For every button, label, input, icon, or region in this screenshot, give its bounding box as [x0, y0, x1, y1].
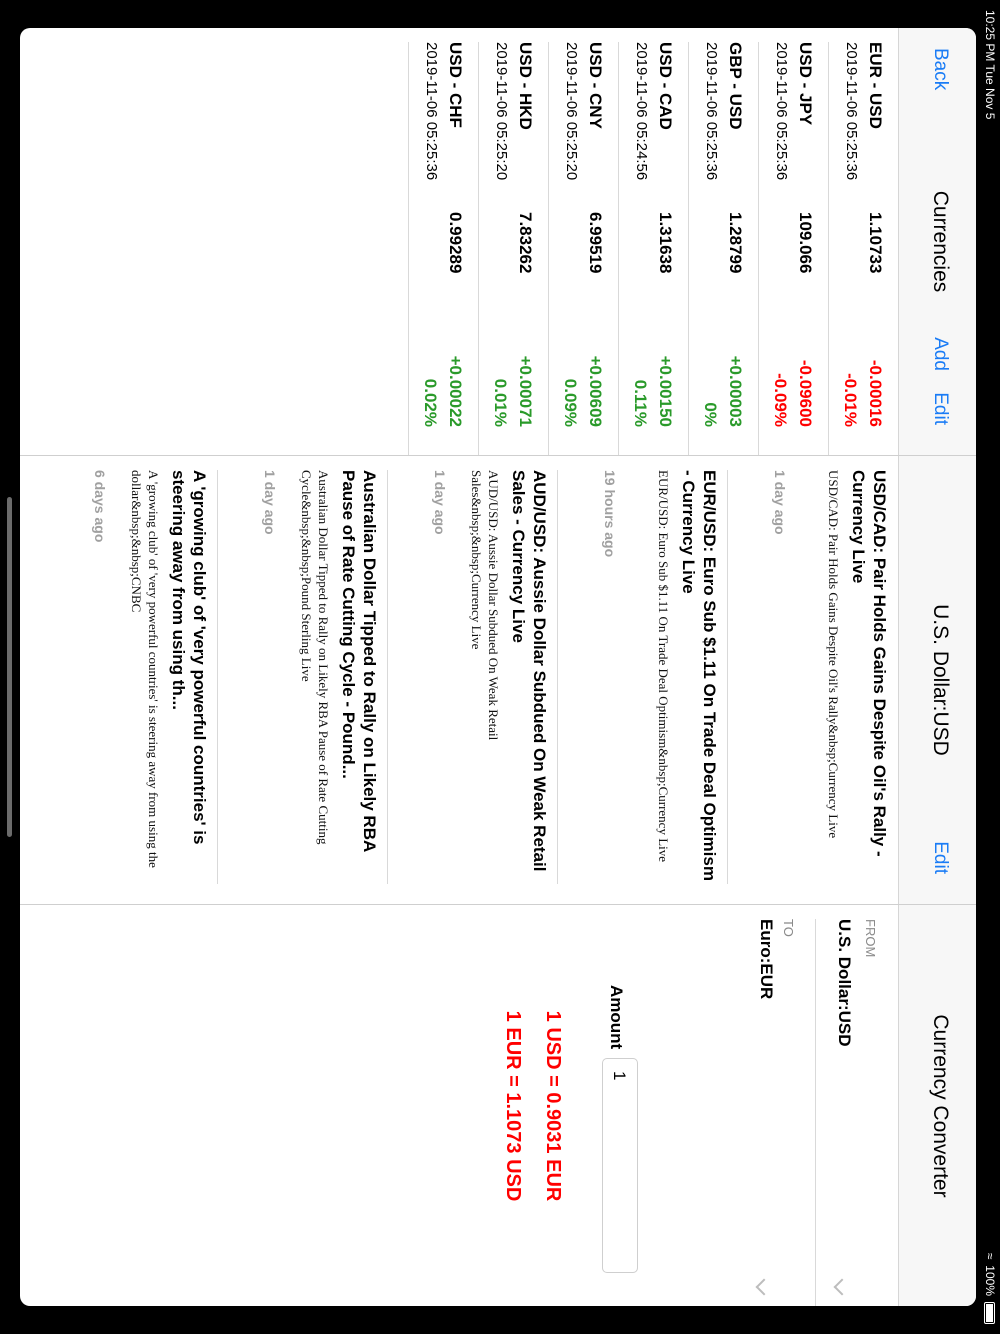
status-bar: [980, 0, 1000, 1334]
currency-rate: 1.10733: [866, 212, 885, 274]
currency-rate: 1.28799: [726, 212, 745, 274]
news-headline: USD/CAD: Pair Holds Gains Despite Oil's Rally - Currency Live: [849, 470, 889, 857]
rate-change: +0.00071: [516, 355, 535, 427]
currency-row[interactable]: [408, 42, 478, 455]
rate-change-percent: -0.01%: [841, 373, 860, 427]
currencies-title: Currencies: [929, 190, 952, 293]
rate-change: -0.09600: [796, 359, 815, 427]
news-item[interactable]: [92, 470, 218, 884]
currency-rate: 6.99519: [586, 212, 605, 274]
rate-timestamp: 2019-11-06 05:25:36: [703, 42, 720, 181]
divider: [815, 919, 816, 1306]
converter-navbar: [898, 905, 976, 1306]
news-age: 6 days ago: [92, 470, 108, 543]
battery-percent: 100%: [983, 1265, 997, 1296]
currency-pair: USD - CHF: [446, 42, 465, 128]
news-summary: USD/CAD: Pair Holds Gains Despite Oil's Rally&nbsp;Currency Live: [826, 470, 841, 839]
news-headline: EUR/USD: Euro Sub $1.11 On Trade Deal Optimism - Currency Live: [679, 470, 719, 881]
to-value: Euro:EUR: [757, 919, 776, 1000]
status-time: 10:25 PM Tue Nov 5: [983, 10, 997, 120]
from-value: U.S. Dollar:USD: [835, 919, 854, 1047]
news-item[interactable]: [557, 470, 728, 884]
news-item[interactable]: [727, 470, 898, 884]
conversion-result-forward: 1 USD = 0.9031 EUR: [542, 1010, 564, 1202]
news-summary: EUR/USD: Euro Sub $1.11 On Trade Deal Optimism&nbsp;Currency Live: [656, 470, 671, 863]
news-headline: Australian Dollar Tipped to Rally on Likely RBA Pause of Rate Cutting Cycle - Pound...: [339, 470, 379, 852]
rate-change-percent: 0.11%: [631, 379, 650, 427]
currency-pair: GBP - USD: [726, 42, 745, 130]
conversion-result-reverse: 1 EUR = 1.1073 USD: [502, 1010, 524, 1202]
amount-label: Amount: [607, 985, 626, 1050]
edit-detail-button[interactable]: Edit: [930, 841, 951, 874]
news-age: 1 day ago: [262, 470, 278, 535]
rate-timestamp: 2019-11-06 05:25:20: [563, 42, 580, 181]
currency-pair: USD - CAD: [656, 42, 675, 130]
rate-change-percent: -0.09%: [771, 373, 790, 427]
add-button[interactable]: Add: [930, 337, 951, 371]
currency-pair: USD - HKD: [516, 42, 535, 130]
battery-icon: [985, 1302, 996, 1324]
rate-timestamp: 2019-11-06 05:25:20: [493, 42, 510, 181]
rate-change: +0.00150: [656, 355, 675, 427]
currency-rate: 7.83262: [516, 212, 535, 274]
rate-timestamp: 2019-11-06 05:24:56: [633, 42, 650, 181]
news-age: 1 day ago: [772, 470, 788, 535]
currency-row[interactable]: [548, 42, 618, 455]
edit-currencies-button[interactable]: Edit: [930, 392, 951, 425]
detail-navbar: [898, 456, 976, 904]
currency-rate: 0.99289: [446, 212, 465, 274]
home-indicator[interactable]: [7, 497, 12, 837]
news-summary: Australian Dollar Tipped to Rally on Likely RBA Pause of Rate Cutting Cycle&nbsp;&nbsp;Pound Sterling Live: [299, 470, 331, 845]
news-age: 1 day ago: [432, 470, 448, 535]
currency-row[interactable]: [758, 42, 828, 455]
amount-input[interactable]: 1: [602, 1058, 638, 1273]
chevron-down-icon: [756, 1279, 773, 1296]
news-headline: AUD/USD: Aussie Dollar Subdued On Weak Retail Sales - Currency Live: [509, 470, 549, 872]
converter-pane: [20, 904, 976, 1306]
currency-detail-pane: [20, 455, 976, 904]
app-window: [20, 28, 976, 1306]
currency-row[interactable]: [828, 42, 898, 455]
status-right: [980, 1253, 1000, 1324]
detail-title: U.S. Dollar:USD: [929, 604, 952, 756]
rate-change-percent: 0%: [701, 402, 720, 427]
rate-timestamp: 2019-11-06 05:25:36: [773, 42, 790, 181]
rate-change-percent: 0.02%: [421, 378, 440, 427]
wifi-icon: ≈: [983, 1252, 997, 1260]
currency-rate: 109.066: [796, 212, 815, 274]
rate-change-percent: 0.01%: [491, 378, 510, 427]
news-headline: A 'growing club' of 'very powerful countries' is steering away from using th...: [169, 470, 209, 845]
currency-pair: USD - CNY: [586, 42, 605, 129]
rate-change-percent: 0.09%: [561, 378, 580, 427]
news-age: 19 hours ago: [602, 470, 618, 558]
rate-change: +0.00003: [726, 355, 745, 427]
rate-timestamp: 2019-11-06 05:25:36: [423, 42, 440, 181]
currencies-navbar: [898, 28, 976, 455]
news-item[interactable]: [387, 470, 558, 884]
currency-rate: 1.31638: [656, 212, 675, 274]
currency-row[interactable]: [478, 42, 548, 455]
rate-timestamp: 2019-11-06 05:25:36: [843, 42, 860, 181]
currency-row[interactable]: [688, 42, 758, 455]
from-label: FROM: [863, 919, 878, 958]
currency-row[interactable]: [618, 42, 688, 455]
news-item[interactable]: [217, 470, 388, 884]
rate-change: +0.00609: [586, 355, 605, 427]
converter-title: Currency Converter: [929, 1014, 952, 1198]
chevron-down-icon: [834, 1279, 851, 1296]
currencies-pane: [20, 28, 976, 455]
currency-pair: USD - JPY: [796, 42, 815, 126]
currency-pair: EUR - USD: [866, 42, 885, 129]
news-summary: A 'growing club' of 'very powerful countries' is steering away from using the dollar&nbsp;&nbsp;CNBC: [129, 470, 161, 868]
rate-change: +0.00022: [446, 355, 465, 427]
back-button[interactable]: Back: [930, 48, 951, 91]
to-label: TO: [781, 919, 796, 937]
rate-change: -0.00016: [866, 359, 885, 427]
news-summary: AUD/USD: Aussie Dollar Subdued On Weak Retail Sales&nbsp;&nbsp;Currency Live: [469, 470, 501, 741]
